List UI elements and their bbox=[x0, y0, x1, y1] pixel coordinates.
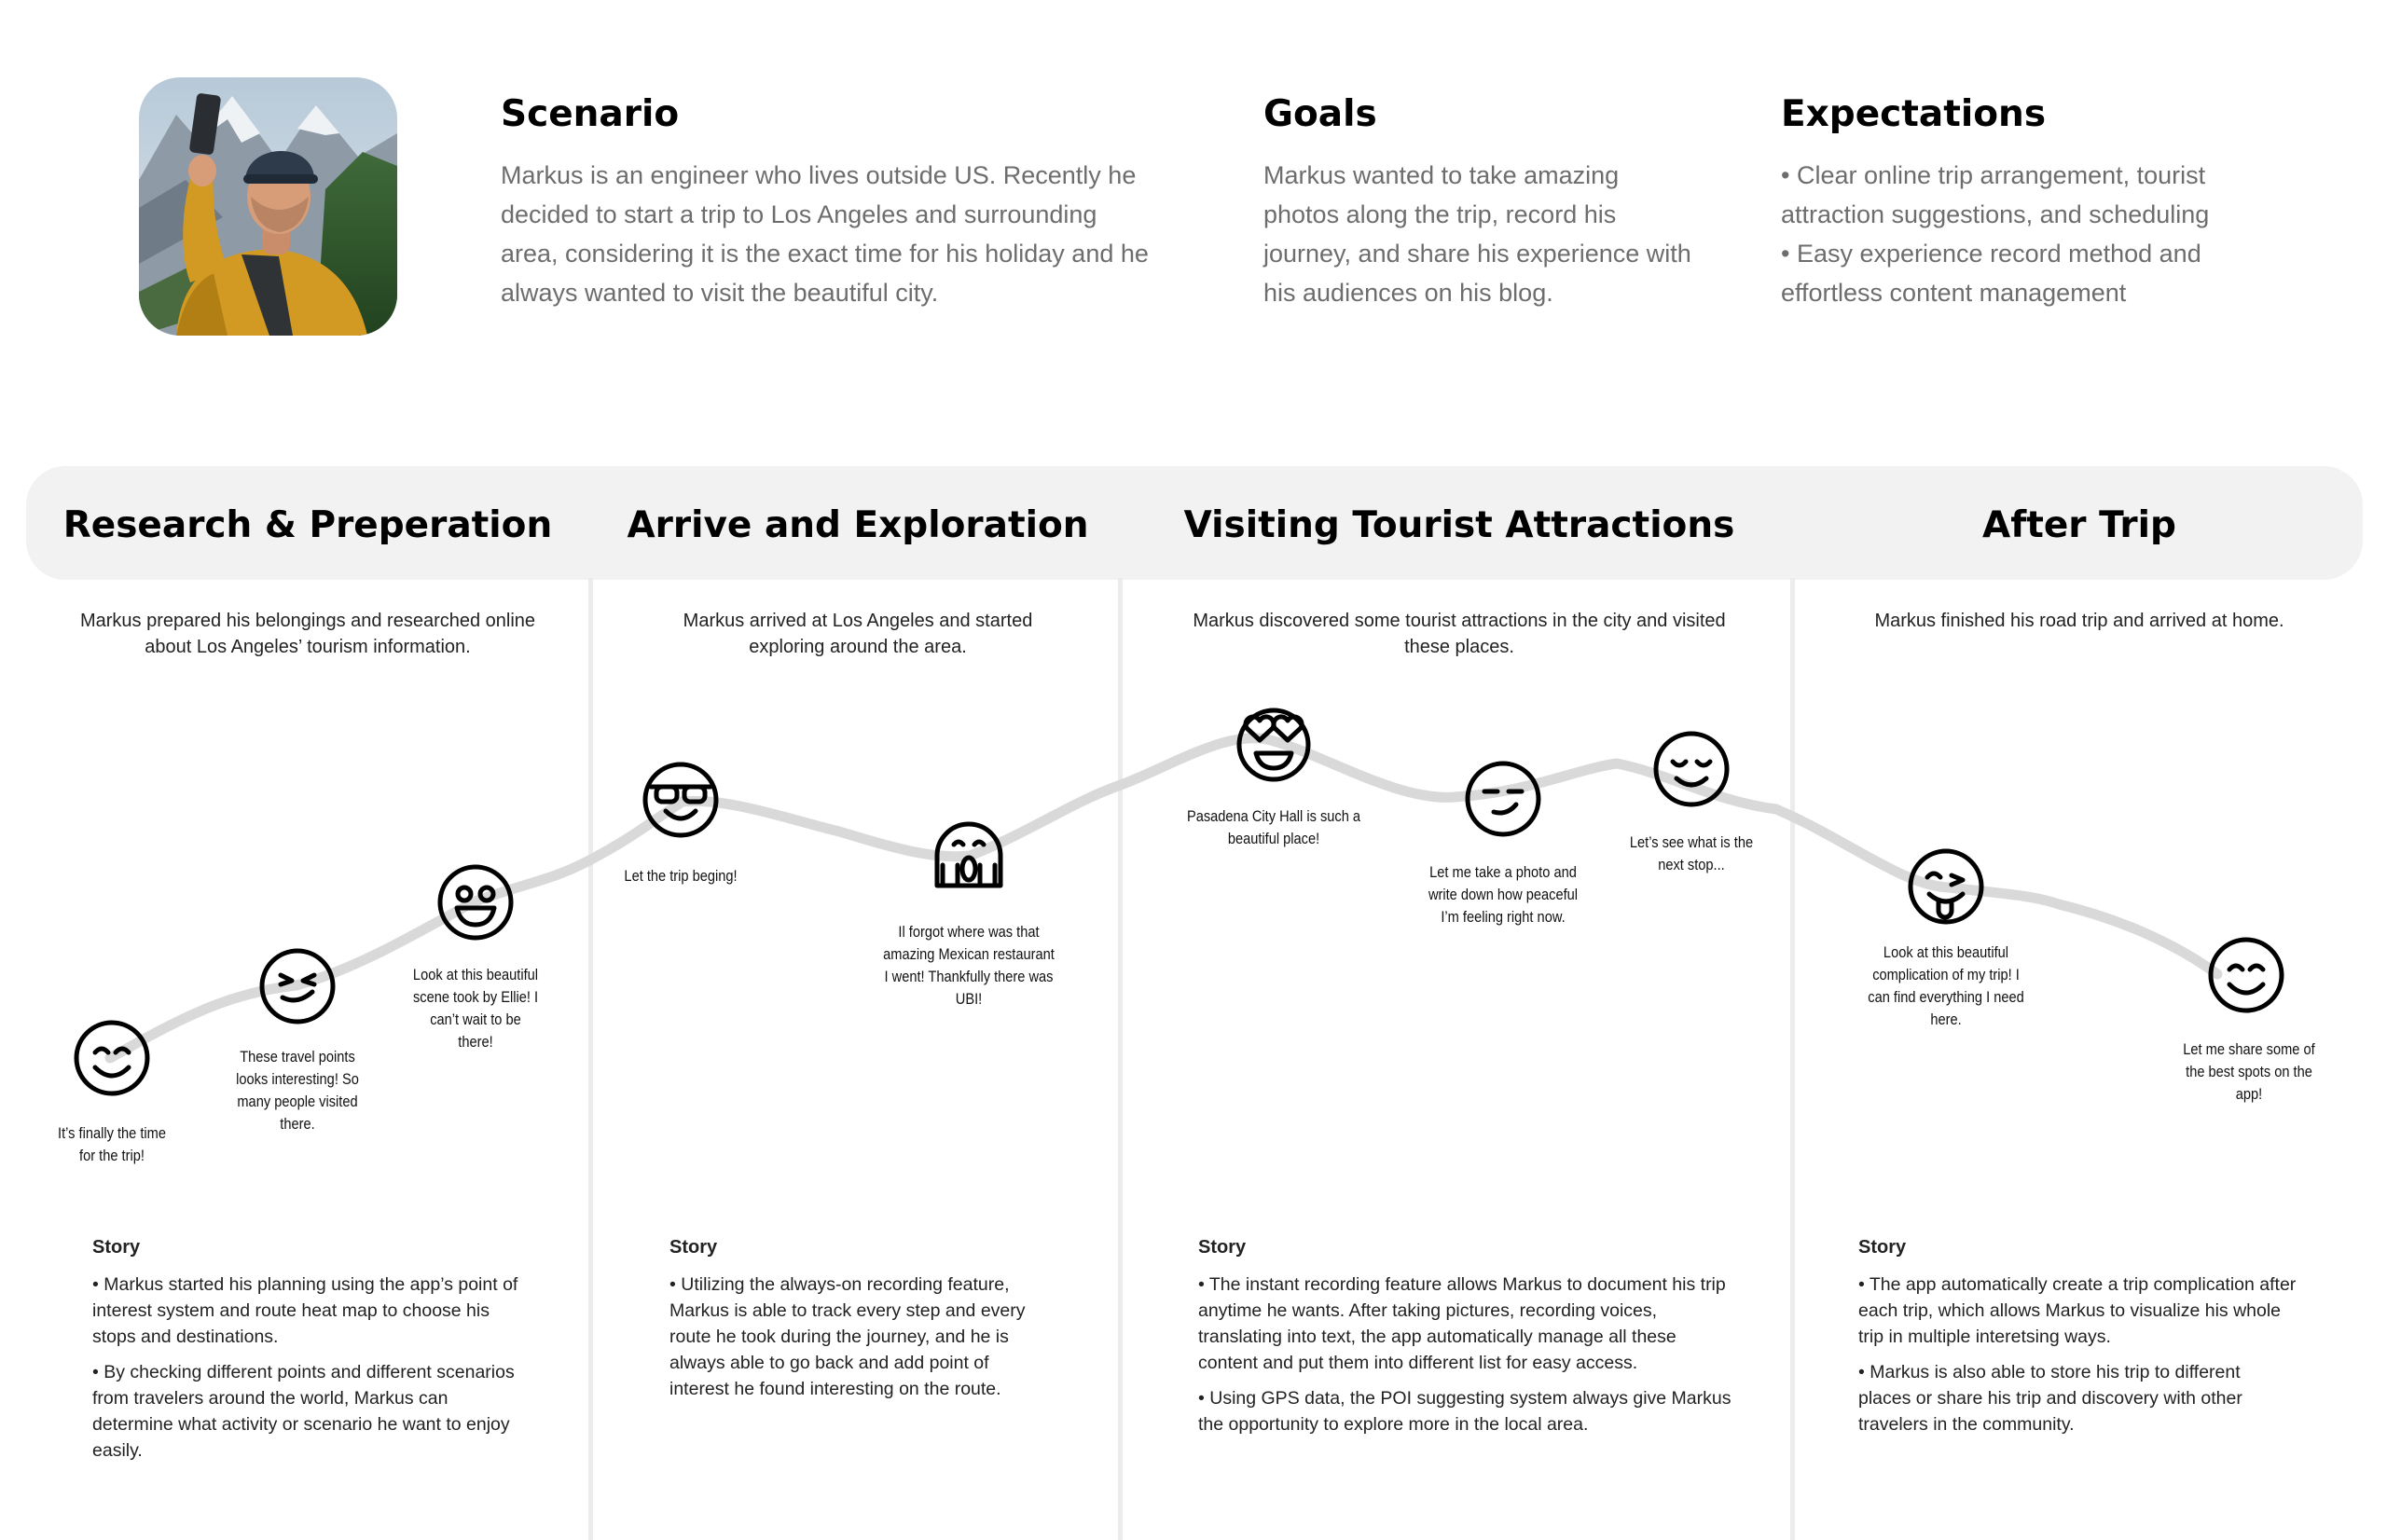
expectations-title: Expectations bbox=[1781, 93, 2047, 135]
story-item: • Markus is also able to store his trip to different places or share his trip and discovery with other travelers in the community. bbox=[1858, 1362, 2242, 1435]
touchpoint-quote: These travel points looks interesting! So many people visited there. bbox=[236, 1048, 359, 1133]
story-item: • Using GPS data, the POI suggesting system always give Markus the opportunity to explore more in the local area. bbox=[1198, 1388, 1732, 1435]
phase-title-after: After Trip bbox=[1982, 504, 2176, 546]
touchpoint-quote: Let me share some of the best spots on the app! bbox=[2183, 1040, 2315, 1103]
smiling-face-icon bbox=[2207, 936, 2285, 1014]
smiling-face-icon bbox=[73, 1019, 151, 1097]
heart-eyes-face-icon bbox=[1234, 703, 1314, 783]
phase-description: Markus finished his road trip and arrived at home. bbox=[1874, 611, 2284, 631]
touchpoint-quote: Let me take a photo and write down how peaceful I’m feeling right now. bbox=[1428, 863, 1579, 926]
story-item: • The app automatically create a trip complication after each trip, which allows Markus to visualize his whole trip in multiple interetsing ways. bbox=[1858, 1274, 2297, 1347]
story-label: Story bbox=[1198, 1237, 1247, 1258]
story-item: • By checking different points and different scenarios from travelers around the world, Markus can determine what activity or scenario he want to enjoy easily. bbox=[92, 1362, 515, 1461]
phase-description: Markus discovered some tourist attractions in the city and visited these places. bbox=[1193, 611, 1726, 657]
story-item: • Markus started his planning using the app’s point of interest system and route heat map to choose his stops and destinations. bbox=[92, 1274, 518, 1347]
goals-text: Markus wanted to take amazing photos along the trip, record his journey, and share his experience with his audiences on his blog. bbox=[1263, 161, 1691, 307]
touchpoint-quote: Let’s see what is the next stop... bbox=[1629, 833, 1754, 873]
touchpoint-quote: Look at this beautiful complication of my trip! I can find everything I need here. bbox=[1868, 943, 2024, 1028]
scenario-text: Markus is an engineer who lives outside US. Recently he decided to start a trip to Los Angeles and surrounding area, considering it is the exact time for his holiday and he always wanted to visit the beautiful city. bbox=[501, 161, 1149, 307]
relieved-face-icon bbox=[1652, 730, 1731, 808]
story-item: • Utilizing the always-on recording feature, Markus is able to track every step and every route he took during the journey, and he is always able to go back and add point of interest he found interesting on the route. bbox=[669, 1274, 1026, 1399]
expectations-item: • Easy experience record method and effortless content management bbox=[1781, 240, 2201, 307]
story-item: • The instant recording feature allows Markus to document his trip anytime he wants. After taking pictures, recording voices, translating into text, the app automatically manage all these content and put them into different list for easy access. bbox=[1198, 1274, 1726, 1373]
grinning-face-icon bbox=[436, 863, 515, 942]
winking-tongue-face-icon bbox=[1907, 847, 1985, 929]
story-label: Story bbox=[1858, 1237, 1907, 1258]
touchpoint-quote: It’s finally the time for the trip! bbox=[58, 1124, 166, 1164]
sly-grin-face-icon bbox=[258, 947, 337, 1025]
story-arrive bbox=[669, 1237, 1042, 1411]
story-after bbox=[1858, 1237, 2297, 1447]
smirking-face-icon bbox=[1464, 760, 1542, 838]
phase-title-arrive: Arrive and Exploration bbox=[627, 504, 1089, 546]
phase-description: Markus prepared his belongings and researched online about Los Angeles’ tourism information. bbox=[79, 611, 536, 657]
phase-description: Markus arrived at Los Angeles and started exploring around the area. bbox=[683, 611, 1033, 657]
touchpoint-quote: Il forgot where was that amazing Mexican restaurant I went! Thankfully there was UBI! bbox=[883, 923, 1055, 1008]
story-label: Story bbox=[92, 1237, 141, 1258]
story-label: Story bbox=[669, 1237, 718, 1258]
touchpoint-quote: Pasadena City Hall is such a beautiful place! bbox=[1186, 807, 1361, 847]
story-research bbox=[92, 1237, 531, 1473]
goals-title: Goals bbox=[1263, 93, 1377, 135]
screaming-face-icon bbox=[930, 817, 1008, 895]
story-visiting bbox=[1198, 1237, 1739, 1447]
touchpoint-quote: Look at this beautiful scene took by Ellie! I can’t wait to be there! bbox=[412, 966, 539, 1051]
sunglasses-face-icon bbox=[642, 761, 720, 839]
scenario-title: Scenario bbox=[501, 93, 680, 135]
touchpoint-quote: Let the trip beging! bbox=[624, 867, 738, 885]
phase-title-visiting: Visiting Tourist Attractions bbox=[1183, 504, 1735, 546]
expectations-item: • Clear online trip arrangement, tourist attraction suggestions, and scheduling bbox=[1781, 161, 2210, 228]
phase-title-research: Research & Preperation bbox=[62, 504, 553, 546]
